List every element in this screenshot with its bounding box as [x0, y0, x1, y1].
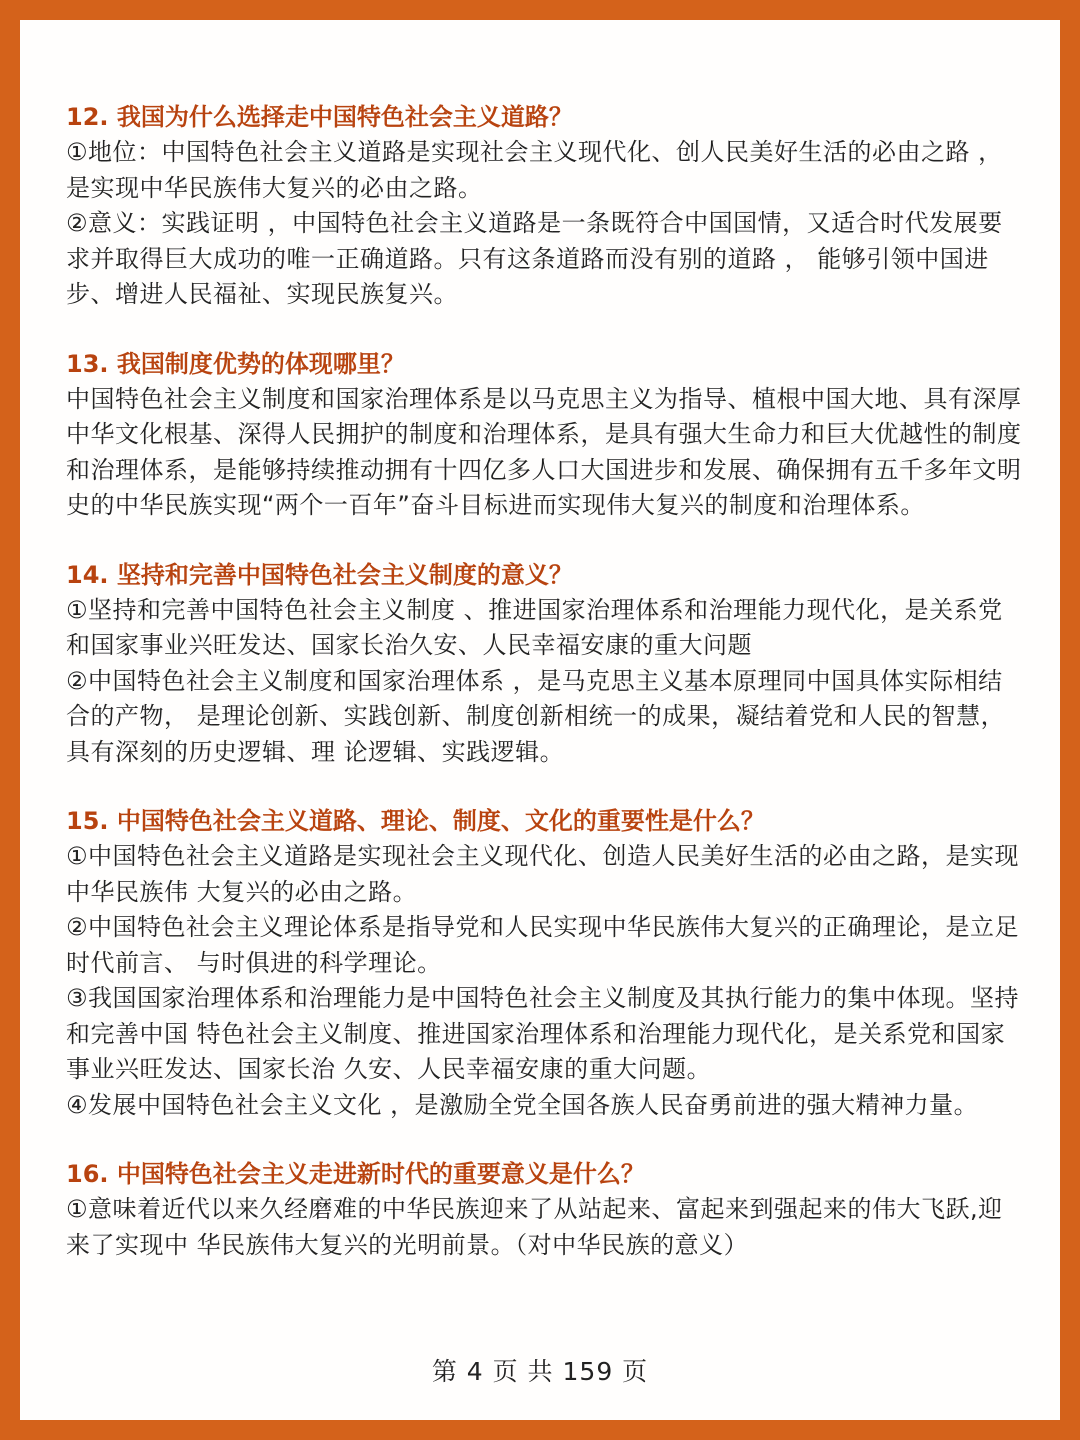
question-heading: 14. 坚持和完善中国特色社会主义制度的意义？	[66, 560, 573, 589]
paragraph: ④发展中国特色社会主义文化 ，是激励全党全国各族人民奋勇前进的强大精神力量。	[66, 1090, 979, 1119]
document-body	[66, 100, 1026, 1297]
section-16	[66, 1157, 1026, 1263]
question-heading: 15. 中国特色社会主义道路、理论、制度、文化的重要性是什么？	[66, 807, 765, 835]
paragraph: ②中国特色社会主义制度和国家治理体系 ，是马克思主义基本原理同中国具体实际相结合的产物， 是理论创新、实践创新、制度创新相统一的成果，凝结着党和人民的智慧，具有深刻的历史逻辑、理 论逻辑、实践逻辑。	[66, 666, 1006, 766]
question-heading: 13. 我国制度优势的体现哪里？	[66, 349, 405, 378]
paragraph: ①地位：中国特色社会主义道路是实现社会主义现代化、创人民美好生活的必由之路 ， 是实现中华民族伟大复兴的必由之路。	[66, 138, 1003, 202]
question-heading: 12. 我国为什么选择走中国特色社会主义道路？	[66, 103, 573, 131]
page-number: 第 4 页 共 159 页	[431, 1357, 649, 1386]
paragraph: ①中国特色社会主义道路是实现社会主义现代化、创造人民美好生活的必由之路，是实现中华民族伟 大复兴的必由之路。	[66, 842, 1020, 906]
paragraph: ②意义：实践证明 ，中国特色社会主义道路是一条既符合中国国情，又适合时代发展要求并取得巨大成功的唯一正确道路。只有这条道路而没有别的道路 ， 能够引领中国进步、增进人民福祉、实现民族复兴。	[66, 209, 1003, 308]
paragraph: ②中国特色社会主义理论体系是指导党和人民实现中华民族伟大复兴的正确理论，是立足时代前言、 与时俱进的科学理论。	[66, 913, 1020, 977]
section-14	[66, 558, 1026, 771]
question-heading: 16. 中国特色社会主义走进新时代的重要意义是什么？	[66, 1160, 645, 1188]
paragraph: ①坚持和完善中国特色社会主义制度 、推进国家治理体系和治理能力现代化，是关系党和国家事业兴旺发达、国家长治久安、人民幸福安康的重大问题	[66, 595, 1003, 659]
section-13	[66, 347, 1026, 524]
paragraph: ③我国国家治理体系和治理能力是中国特色社会主义制度及其执行能力的集中体现。坚持和完善中国 特色社会主义制度、推进国家治理体系和治理能力现代化，是关系党和国家事业兴旺发达、国家长治 久安、人民幸福安康的重大问题。	[66, 984, 1020, 1083]
paragraph: 中国特色社会主义制度和国家治理体系是以马克思主义为指导、植根中国大地、具有深厚中华文化根基、深得人民拥护的制度和治理体系，是具有强大生命力和巨大优越性的制度和治理体系，是能够持续推动拥有十四亿多人口大国进步和发展、确保拥有五千多年文明史的中华民族实现“两个一百年”奋斗目标进而实现伟大复兴的制度和治理体系。	[66, 384, 1022, 519]
section-15	[66, 804, 1026, 1123]
section-12	[66, 100, 1026, 313]
paragraph: ①意味着近代以来久经磨难的中华民族迎来了从站起来、富起来到强起来的伟大飞跃,迎来了实现中 华民族伟大复兴的光明前景。（对中华民族的意义）	[66, 1195, 1003, 1259]
